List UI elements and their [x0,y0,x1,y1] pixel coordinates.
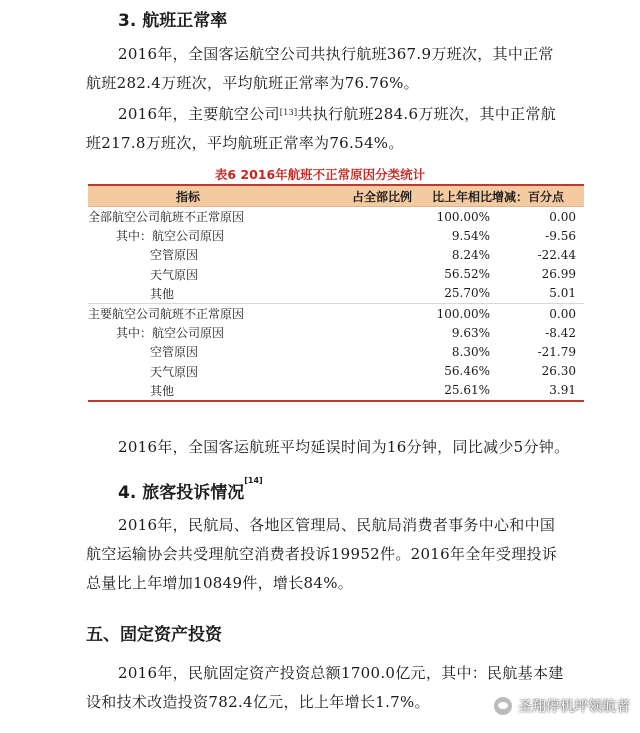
row-share: 25.61% [444,383,490,398]
row-share: 25.70% [444,286,490,301]
footnote-ref: [13] [279,108,298,117]
row-change: 0.00 [549,306,576,321]
wechat-icon [494,697,512,715]
row-label: 空管原因 [150,248,199,263]
section-3-paragraph-2 [86,100,618,158]
heading-text: 4. 旅客投诉情况 [118,483,245,503]
paragraph-line: 2016年，民航固定资产投资总额1700.0亿元，其中：民航基本建 [118,664,564,682]
table-row [88,245,584,264]
footnote-ref: [14] [244,476,263,485]
row-label: 其他 [150,383,175,398]
row-share: 56.52% [444,267,490,282]
row-share: 100.00% [436,306,490,321]
row-change: -21.79 [537,344,576,359]
header-cell: 比上年相比增减：百分点 [431,189,564,204]
row-label: 空管原因 [150,345,199,360]
header-cell: 占全部比例 [351,189,412,204]
section-4-paragraph [86,511,623,598]
section-3-paragraph-1 [86,40,618,98]
table-row [88,265,584,284]
table-row [88,303,584,323]
row-change: 3.91 [549,383,576,398]
section-3-heading: 3. 航班正常率 [118,11,228,31]
table-row [88,381,584,400]
row-label: 天气原因 [150,267,199,282]
row-share: 9.63% [451,325,490,340]
row-label: 其中：航空公司原因 [116,326,225,341]
row-label: 其他 [150,286,175,301]
paragraph-line: 航空运输协会共受理航空消费者投诉19952件。2016年全年受理投诉 [86,545,558,563]
row-share: 56.46% [444,364,490,379]
row-label: 主要航空公司航班不正常原因 [88,307,245,322]
paragraph-line: 班217.8万班次，平均航班正常率为76.54%。 [86,134,404,152]
row-change: 26.30 [541,364,576,379]
section-4-heading [118,478,263,503]
paragraph-line: 2016年，全国客运航空公司共执行航班367.9万班次，其中正常 [118,45,554,63]
row-change: -9.56 [545,228,576,243]
row-share: 100.00% [436,209,490,224]
paragraph-line [118,100,618,129]
row-change: 26.99 [541,267,576,282]
row-label: 全部航空公司航班不正常原因 [88,210,245,225]
row-share: 9.54% [451,228,490,243]
table-row [88,226,584,245]
row-change: 5.01 [549,286,576,301]
paragraph-line: 设和技术改造投资782.4亿元，比上年增长1.7%。 [86,693,430,711]
row-share: 8.30% [451,344,490,359]
row-label: 天气原因 [150,364,199,379]
paragraph-text: 2016年，主要航空公司 [118,105,280,123]
delay-cause-table [88,184,584,402]
table-row [88,207,584,226]
header-cell: 指标 [175,189,200,204]
paragraph-line: 总量比上年增加10849件，增长84%。 [86,574,354,592]
section-5-heading: 五、固定资产投资 [86,625,222,645]
table-row [88,284,584,303]
watermark [494,696,630,716]
table-row [88,342,584,361]
table-caption: 表6 2016年航班不正常原因分类统计 [214,167,426,182]
paragraph-text: 共执行航班284.6万班次，其中正常航 [297,105,557,123]
row-label: 其中：航空公司原因 [116,229,225,244]
watermark-text: 圣翔停机坪领航者 [518,699,630,715]
table-row [88,362,584,381]
row-change: -8.42 [545,325,576,340]
table-row [88,323,584,342]
paragraph-line: 2016年，民航局、各地区管理局、民航局消费者事务中心和中国 [118,516,556,534]
row-change: 0.00 [549,209,576,224]
table-header-row [88,186,584,207]
row-share: 8.24% [451,247,490,262]
paragraph-line: 航班282.4万班次，平均航班正常率为76.76%。 [86,74,419,92]
delay-paragraph: 2016年，全国客运航班平均延误时间为16分钟，同比减少5分钟。 [118,438,570,456]
row-change: -22.44 [537,247,576,262]
